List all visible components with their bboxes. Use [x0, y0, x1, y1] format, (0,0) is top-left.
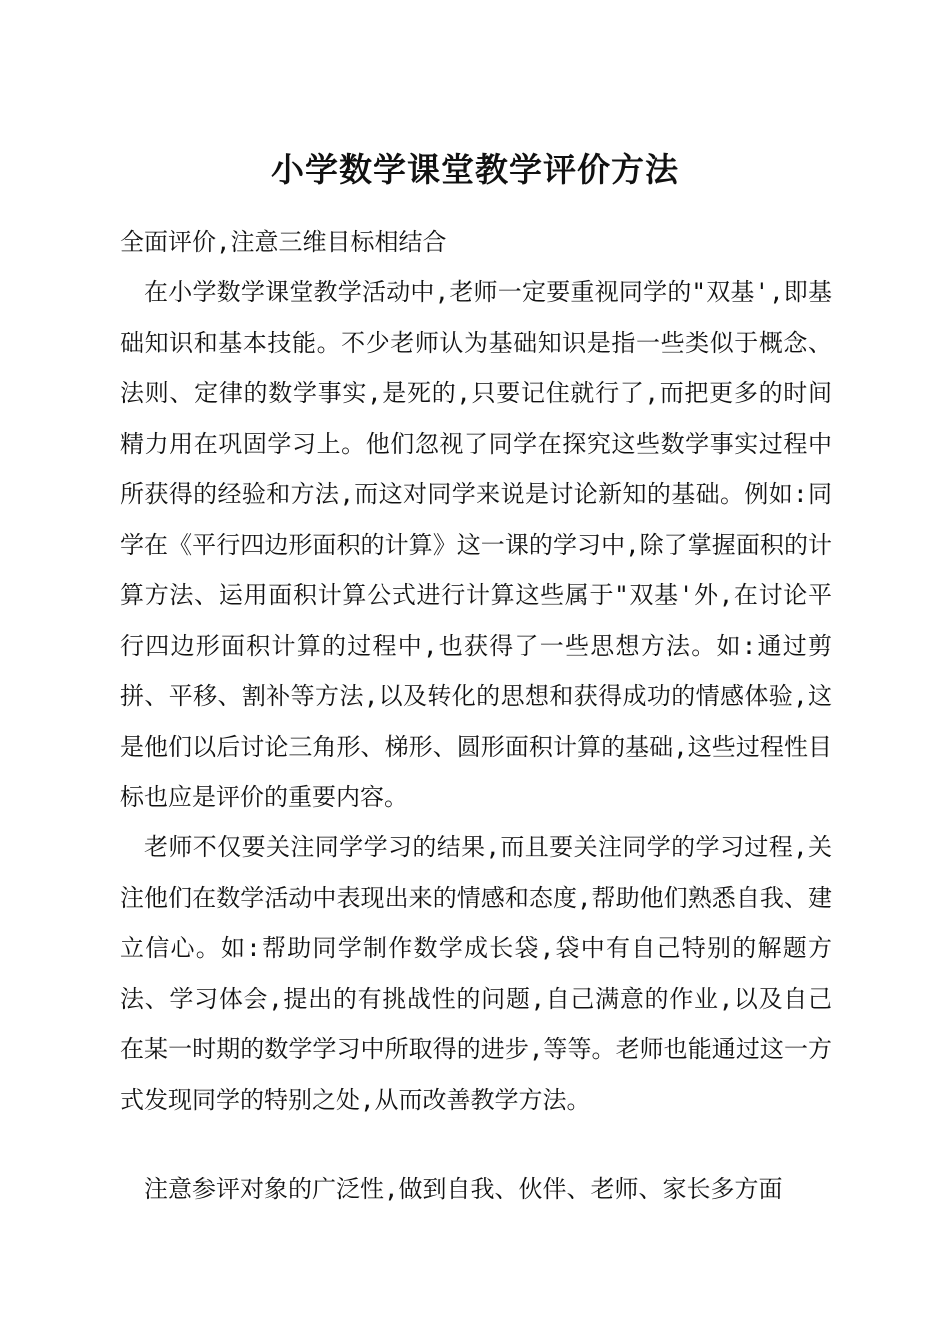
trailing-paragraph-text: 注意参评对象的广泛性,做到自我、伙伴、老师、家长多方面	[144, 1175, 783, 1203]
section-heading	[120, 217, 832, 268]
paragraph-1-text: 在小学数学课堂教学活动中,老师一定要重视同学的"双基',即基础知识和基本技能。不少老师认为基础知识是指一些类似于概念、法则、定律的数学事实,是死的,只要记住就行了,而把更多的时间精力用在巩固学习上。他们忽视了同学在探究这些数学事实过程中所获得的经验和方法,而这对同学来说是讨论新知的基础。例如:同学在《平行四边形面积的计算》这一课的学习中,除了掌握面积的计算方法、运用面积计算公式进行计算这些属于"双基'外,在讨论平行四边形面积计算的过程中,也获得了一些思想方法。如:通过剪拼、平移、割补等方法,以及转化的思想和获得成功的情感体验,这是他们以后讨论三角形、梯形、圆形面积计算的基础,这些过程性目标也应是评价的重要内容。	[120, 278, 832, 811]
document-title: 小学数学课堂教学评价方法	[271, 150, 679, 189]
paragraph-2-text: 老师不仅要关注同学学习的结果,而且要关注同学的学习过程,关注他们在数学活动中表现出来的情感和态度,帮助他们熟悉自我、建立信心。如:帮助同学制作数学成长袋,袋中有自己特别的解题方法、学习体会,提出的有挑战性的问题,自己满意的作业,以及自己在某一时期的数学学习中所取得的进步,等等。老师也能通过这一方式发现同学的特别之处,从而改善教学方法。	[120, 833, 832, 1114]
paragraph-1	[120, 267, 832, 823]
paragraph-2	[120, 822, 832, 1125]
trailing-paragraph	[120, 1164, 832, 1215]
section-heading-text: 全面评价,注意三维目标相结合	[120, 228, 447, 256]
